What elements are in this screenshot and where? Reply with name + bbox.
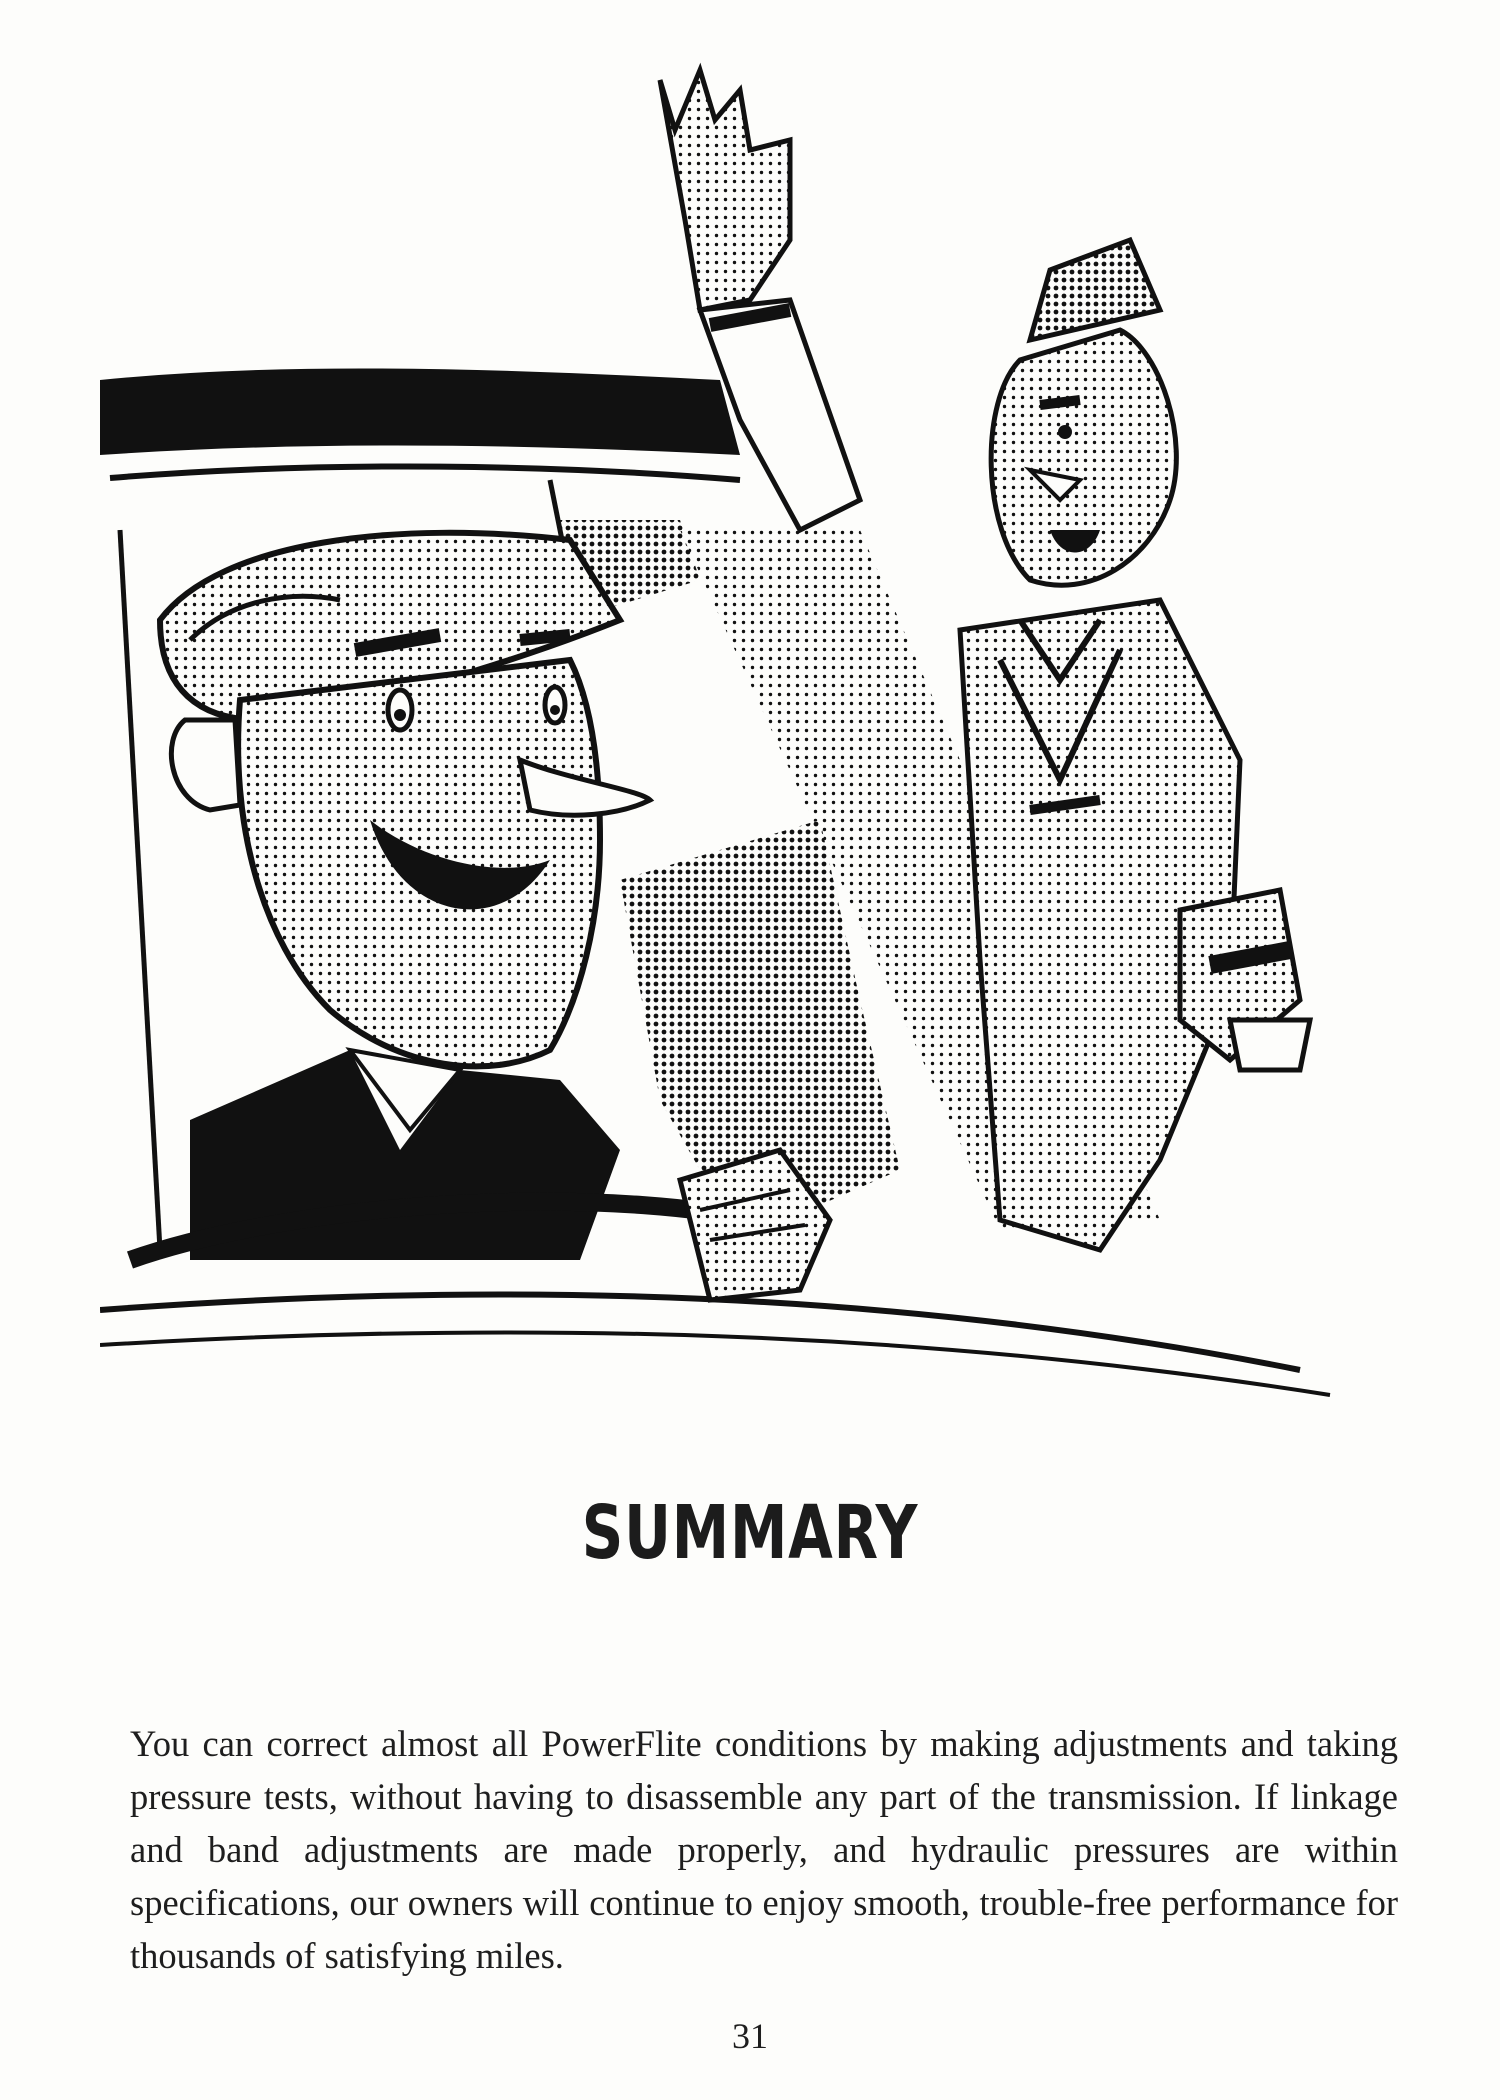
cartoon-illustration-svg	[100, 60, 1340, 1420]
dashboard	[100, 1294, 1330, 1395]
page-title: SUMMARY	[581, 1490, 919, 1576]
summary-paragraph: You can correct almost all PowerFlite conditions by making adjustments and taking pressure tests, without having to disassemble any part of the transmission. If linkage and band adjustments are made properly, and hydraulic pressures are within specifications, our owners will continue to enjoy smooth, trouble-free performance for thousands of satisfying miles.	[130, 1722, 1398, 1976]
page-number: 31	[732, 2016, 768, 2056]
cartoon-illustration	[100, 60, 1340, 1420]
